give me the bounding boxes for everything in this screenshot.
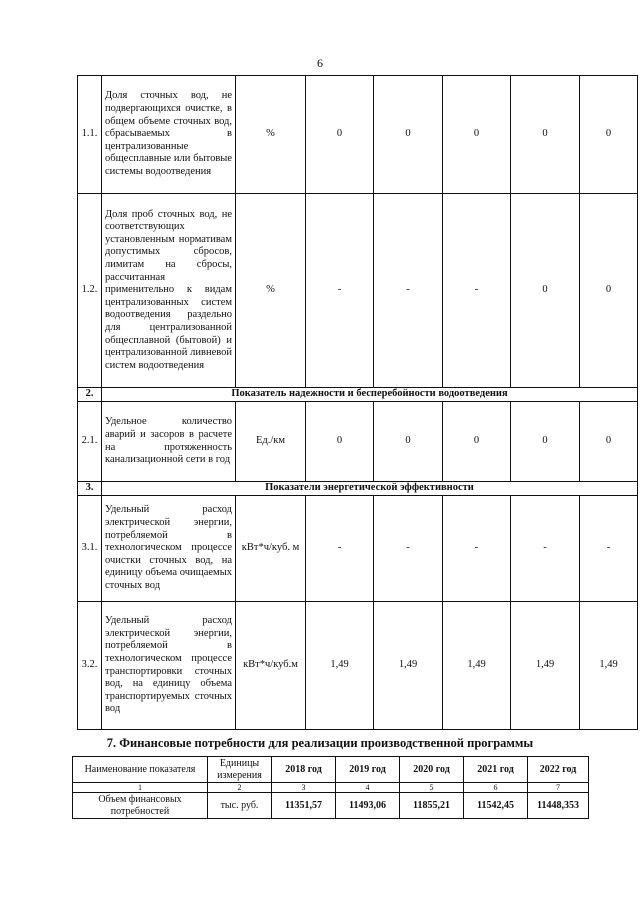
row-number: 3.1. — [78, 496, 102, 602]
column-index: 7 — [528, 783, 589, 793]
finance-value: 11855,21 — [400, 793, 464, 819]
header-year: 2020 год — [400, 757, 464, 783]
section-header-row — [78, 482, 638, 496]
section-number: 2. — [78, 388, 102, 402]
value-cell: 1,49 — [306, 602, 374, 730]
finance-indicator-name: Объем финансовых потребностей — [73, 793, 208, 819]
indicator-name: Доля сточных вод, не подвергающихся очистке, в общем объеме сточных вод, сбрасываемых в централизованные общесплавные или бытовые системы водоотведения — [102, 76, 236, 194]
row-number: 3.2. — [78, 602, 102, 730]
value-cell: - — [443, 496, 511, 602]
header-year: 2019 год — [336, 757, 400, 783]
section-title: Показатели энергетической эффективности — [102, 482, 638, 496]
table-row — [78, 402, 638, 482]
column-index: 5 — [400, 783, 464, 793]
finance-value: 11351,57 — [272, 793, 336, 819]
row-number: 2.1. — [78, 402, 102, 482]
header-year: 2022 год — [528, 757, 589, 783]
indicator-name: Доля проб сточных вод, не соответствующих установленным нормативам допустимых сбросов, лимитам на сбросы, рассчитанная применительно к видам централизованных систем водоотведения раздельно для централизованной общесплавной (бытовой) и централизованной ливневой систем водоотведения — [102, 194, 236, 388]
indicator-unit: % — [236, 76, 306, 194]
finance-table — [72, 756, 589, 819]
indicator-name: Удельный расход электрической энергии, потребляемой в технологическом процессе транспортировки сточных вод, на единицу объема транспортируемых сточных вод — [102, 602, 236, 730]
section-title: Показатель надежности и бесперебойности водоотведения — [102, 388, 638, 402]
header-name: Наименование показателя — [73, 757, 208, 783]
value-cell: - — [580, 496, 638, 602]
row-number: 1.2. — [78, 194, 102, 388]
column-index: 2 — [208, 783, 272, 793]
value-cell: - — [306, 194, 374, 388]
value-cell: 0 — [374, 76, 443, 194]
column-index: 1 — [73, 783, 208, 793]
value-cell: 0 — [374, 402, 443, 482]
indicator-name: Удельный расход электрической энергии, потребляемой в технологическом процессе очистки сточных вод, на единицу объема очищаемых сточных вод — [102, 496, 236, 602]
value-cell: - — [511, 496, 580, 602]
value-cell: 1,49 — [443, 602, 511, 730]
finance-header-row — [73, 757, 589, 783]
column-index: 6 — [464, 783, 528, 793]
value-cell: 1,49 — [374, 602, 443, 730]
value-cell: 0 — [306, 402, 374, 482]
row-number: 1.1. — [78, 76, 102, 194]
header-unit: Единицы измерения — [208, 757, 272, 783]
value-cell: - — [374, 194, 443, 388]
header-year: 2018 год — [272, 757, 336, 783]
value-cell: - — [443, 194, 511, 388]
finance-value: 11448,353 — [528, 793, 589, 819]
column-index: 3 — [272, 783, 336, 793]
value-cell: 0 — [511, 194, 580, 388]
finance-unit: тыс. руб. — [208, 793, 272, 819]
page-number: 6 — [317, 56, 323, 70]
section-header-row — [78, 388, 638, 402]
table-row — [78, 602, 638, 730]
indicator-unit: кВт*ч/куб. м — [236, 496, 306, 602]
finance-data-row — [73, 793, 589, 819]
finance-section-heading: 7. Финансовые потребности для реализации производственной программы — [106, 736, 534, 750]
indicator-unit: кВт*ч/куб.м — [236, 602, 306, 730]
finance-index-row — [73, 783, 589, 793]
value-cell: 0 — [580, 402, 638, 482]
value-cell: - — [306, 496, 374, 602]
value-cell: 0 — [511, 402, 580, 482]
table-row — [78, 496, 638, 602]
finance-value: 11493,06 — [336, 793, 400, 819]
table-row — [78, 194, 638, 388]
value-cell: 1,49 — [580, 602, 638, 730]
finance-value: 11542,45 — [464, 793, 528, 819]
value-cell: 0 — [306, 76, 374, 194]
indicator-unit: Ед./км — [236, 402, 306, 482]
value-cell: 0 — [511, 76, 580, 194]
value-cell: 0 — [580, 76, 638, 194]
value-cell: - — [374, 496, 443, 602]
indicators-table — [77, 75, 638, 730]
value-cell: 0 — [443, 402, 511, 482]
table-row — [78, 76, 638, 194]
column-index: 4 — [336, 783, 400, 793]
value-cell: 1,49 — [511, 602, 580, 730]
indicator-name: Удельное количество аварий и засоров в расчете на протяженность канализационной сети в год — [102, 402, 236, 482]
value-cell: 0 — [443, 76, 511, 194]
value-cell: 0 — [580, 194, 638, 388]
section-number: 3. — [78, 482, 102, 496]
indicator-unit: % — [236, 194, 306, 388]
header-year: 2021 год — [464, 757, 528, 783]
